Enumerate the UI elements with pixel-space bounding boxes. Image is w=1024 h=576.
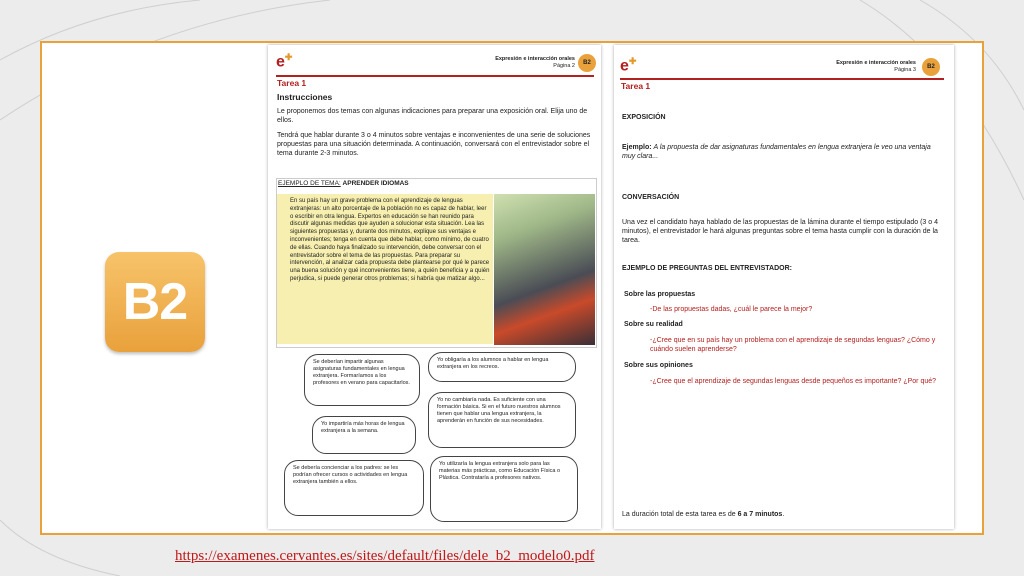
instructions-p2: Tendrá que hablar durante 3 o 4 minutos sobre ventajas e inconvenientes de una serie de soluciones propuestas para una situación determinada. A continuación, conversará con el entrevistador sobre el tema durante 2-3 minutos. — [277, 132, 591, 157]
conversacion-text: Una vez el candidato haya hablado de las propuestas de la lámina durante el tiempo estipulado (3 o 4 minutos), el entrevistador le hará algunas preguntas sobre el tema hasta cumplir con la duración de la tarea. — [622, 219, 938, 244]
header-rule-2 — [620, 78, 944, 80]
conversacion-heading: CONVERSACIÓN — [622, 194, 680, 201]
header-page: Página 2 — [553, 63, 575, 69]
level-badge: B2 — [578, 54, 596, 72]
ejemplo — [622, 143, 940, 161]
task-title-2: Tarea 1 — [621, 81, 651, 91]
example-label: EJEMPLO DE TEMA: — [278, 180, 341, 187]
speech-bubble-5: Se debería concienciar a los padres: se les podrían ofrecer cursos o actividades en lengua extranjera también a ellos. — [284, 460, 424, 516]
duracion-prefix: La duración total de esta tarea es de — [622, 511, 736, 518]
instructions-heading: Instrucciones — [277, 92, 333, 102]
question-2: -¿Cree que en su país hay un problema con el aprendizaje de segundas lenguas? ¿Cómo y cuándo suelen aprenderse? — [650, 337, 936, 353]
ejemplo-label: Ejemplo: — [622, 144, 652, 151]
b2-level-badge: B2 — [105, 252, 205, 352]
speech-bubble-3: Yo impartiría más horas de lengua extranjera a la semana. — [312, 416, 416, 454]
speech-bubble-2: Yo obligaría a los alumnos a hablar en lengua extranjera en los recreos. — [428, 352, 576, 382]
speech-bubble-6: Yo utilizaría la lengua extranjera solo para las materias más prácticas, como Educación Física o Plástica. Contrataría a profesores nativos. — [430, 456, 578, 522]
section-opiniones: Sobre sus opiniones — [624, 362, 693, 369]
duracion-suffix: . — [782, 511, 785, 518]
exposicion-heading: EXPOSICIÓN — [622, 114, 666, 121]
cervantes-logo: e✚ — [276, 52, 293, 71]
example-text: En su país hay un grave problema con el aprendizaje de lenguas extranjeras: un alto porcentaje de la población no es capaz de hablar, leer o escribir en otra lengua. Expertos en educación se han reunido para discutir algunas medidas que ayuden a solucionar esta situación. Lea las siguientes propuestas y, durante dos minutos, explique sus ventajas e inconvenientes; tenga en cuenta que debe hablar, como mínimo, de cuatro de ellas. Cuando haya finalizado su intervención, debe conversar con el entrevistador sobre el tema de las propuestas. Para preparar su intervención, al analizar cada propuesta debe plantearse por qué le parece una buena solución y qué inconvenientes tiene, a quién beneficia y a quién perjudica, si puede generar otros problemas; si habría que matizar algo... — [290, 198, 490, 282]
source-link[interactable]: https://examenes.cervantes.es/sites/default/files/dele_b2_modelo0.pdf — [175, 548, 595, 564]
example-topic: APRENDER IDIOMAS — [342, 180, 409, 187]
header-title-2: Expresión e interacción orales — [836, 60, 916, 66]
ejemplo-preguntas-heading: EJEMPLO DE PREGUNTAS DEL ENTREVISTADOR: — [622, 265, 792, 272]
task-title: Tarea 1 — [277, 78, 307, 88]
duracion — [622, 510, 942, 519]
page-header — [470, 56, 575, 70]
duracion-value: 6 a 7 minutos — [737, 511, 783, 518]
speech-bubble-4: Yo no cambiaría nada. Es suficiente con una formación básica. Si en el futuro nuestros alumnos tienen que hablar una lengua extranjera, la aprenderán en función de sus necesidades. — [428, 392, 576, 448]
ejemplo-text: A la propuesta de dar asignaturas fundamentales en lengua extranjera le veo una ventaja muy clara... — [622, 144, 931, 160]
instructions-p1: Le proponemos dos temas con algunas indicaciones para preparar una exposición oral. Elija uno de ellos. — [277, 108, 588, 124]
level-badge-2: B2 — [922, 58, 940, 76]
speech-bubble-1: Se deberían impartir algunas asignaturas fundamentales en lengua extranjera. Formaríamos a los profesores en verano para capacitarlos. — [304, 354, 420, 406]
question-1: -De las propuestas dadas, ¿cuál le parece la mejor? — [650, 306, 813, 313]
page-header-2 — [812, 60, 916, 74]
classroom-photo — [494, 194, 595, 345]
section-realidad: Sobre su realidad — [624, 321, 683, 328]
example-title — [278, 180, 409, 187]
cervantes-logo-2: e✚ — [620, 56, 637, 75]
header-title: Expresión e interacción orales — [495, 56, 575, 62]
header-page-2: Página 3 — [894, 67, 916, 73]
header-rule — [276, 75, 594, 77]
section-propuestas: Sobre las propuestas — [624, 291, 696, 298]
question-3: -¿Cree que el aprendizaje de segundas lenguas desde pequeños es importante? ¿Por qué? — [650, 378, 937, 385]
